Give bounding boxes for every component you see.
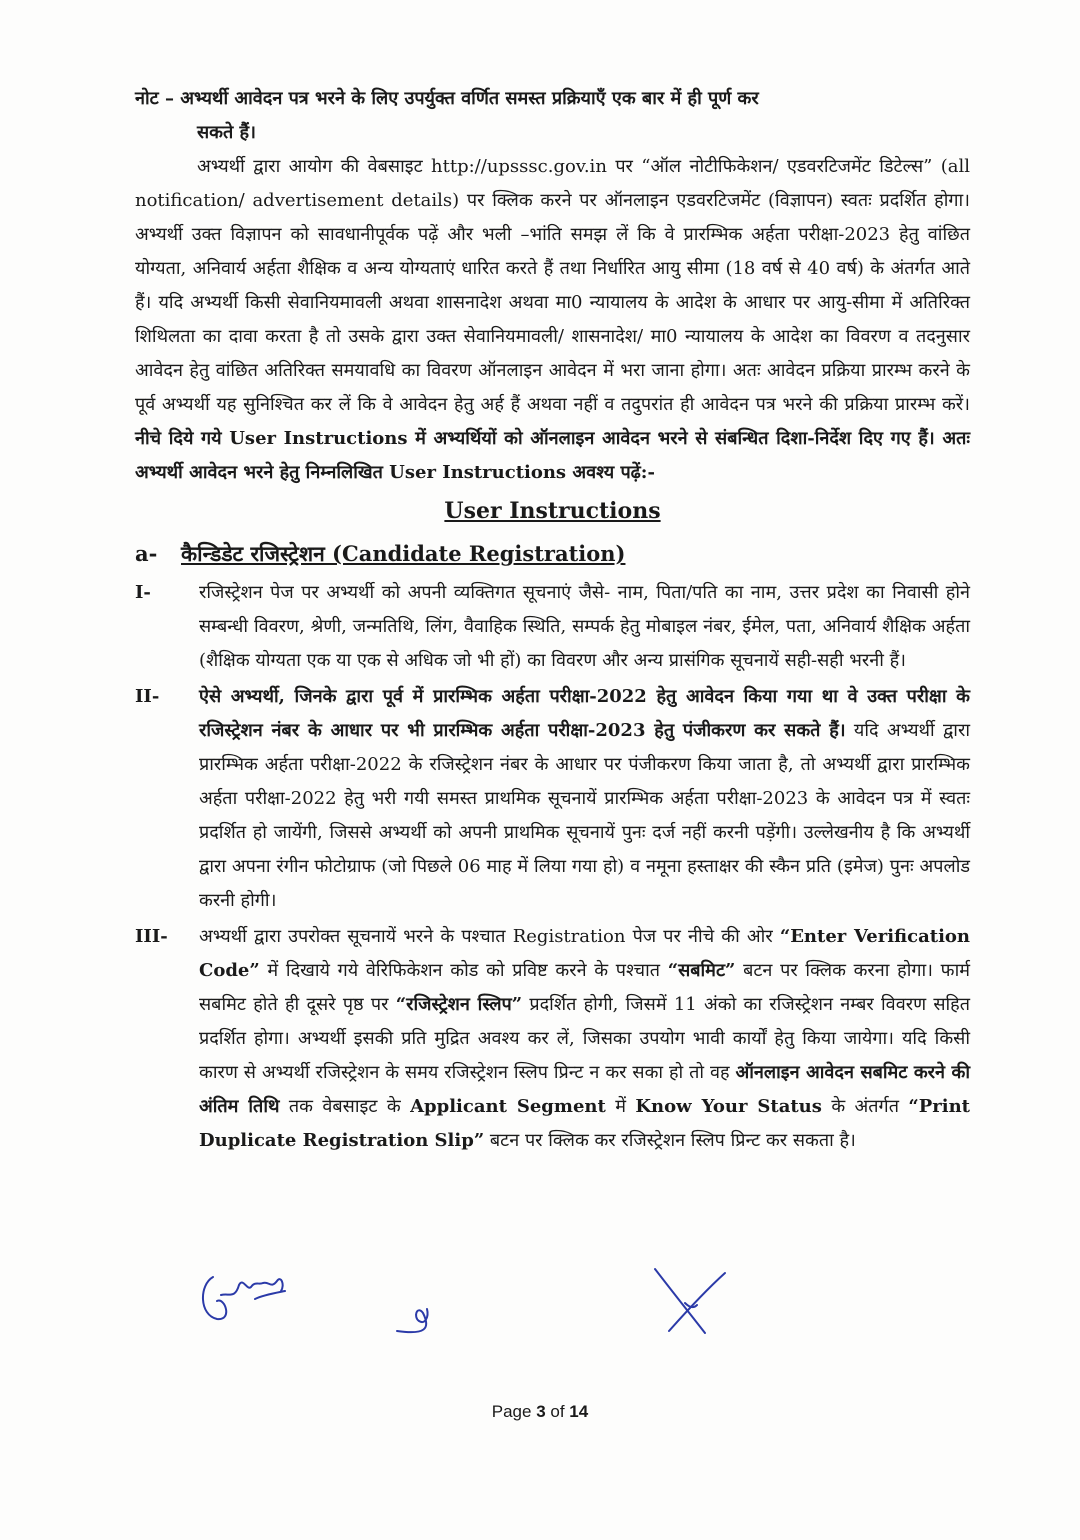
item-text: बटन पर क्लिक करना होगा। फार्म सबमिट होते ही दूसरे पृष्ठ पर	[199, 960, 970, 1015]
item-marker: I-	[135, 582, 151, 603]
list-item-2	[135, 680, 970, 918]
section-a-title: कैन्डिडेट रजिस्ट्रेशन (Candidate Registration)	[181, 541, 626, 566]
item-bold-text: “सबमिट”	[667, 960, 736, 981]
section-title: User Instructions	[444, 498, 661, 524]
page-content	[135, 82, 970, 1160]
item-text: बटन पर क्लिक कर रजिस्ट्रेशन स्लिप प्रिन्ट कर सकता है।	[484, 1130, 856, 1151]
signatures	[185, 1255, 745, 1345]
list-item-3	[135, 920, 970, 1158]
footer-current-page: 3	[536, 1402, 546, 1421]
item-text: अभ्यर्थी द्वारा उपरोक्त सूचनायें भरने के पश्चात Registration पेज पर नीचे की ओर	[199, 926, 780, 947]
intro-paragraph	[135, 150, 970, 490]
item-marker: II-	[135, 686, 160, 707]
footer-mid: of	[545, 1402, 570, 1421]
item-text: में	[605, 1096, 636, 1117]
item-text: रजिस्ट्रेशन पेज पर अभ्यर्थी को अपनी व्यक्तिगत सूचनाएं जैसे- नाम, पिता/पति का नाम, उत्तर प्रदेश का निवासी होने सम्बन्धी विवरण, श्रेणी, जन्मतिथि, लिंग, वैवाहिक स्थिति, सम्पर्क हेतु मोबाइल नंबर, ईमेल, पता, अनिवार्य शैक्षिक अर्हता (शैक्षिक योग्यता एक या एक से अधिक जो भी हों) का विवरण और अन्य प्रासंगिक सूचनायें सही-सही भरनी हैं।	[199, 582, 970, 671]
intro-text: अभ्यर्थी द्वारा आयोग की वेबसाइट http://upsssc.gov.in पर “ऑल नोटीफिकेशन/ एडवरटिजमेंट डिटेल्स” (all notification/ advertisement details) पर क्लिक करने पर ऑनलाइन एडवरटिजमेंट (विज्ञापन) स्वतः प्रदर्शित होगा। अभ्यर्थी उक्त विज्ञापन को सावधानीपूर्वक पढ़ें और भली –भांति समझ लें कि वे प्रारम्भिक अर्हता परीक्षा-2023 हेतु वांछित योग्यता, अनिवार्य अर्हता शैक्षिक व अन्य योग्यताएं धारित करते हैं तथा निर्धारित आयु सीमा (18 वर्ष से 40 वर्ष) के अंतर्गत आते हैं। यदि अभ्यर्थी किसी सेवानियमावली अथवा शासनादेश अथवा मा0 न्यायालय के आदेश के आधार पर आयु-सीमा में अतिरिक्त शिथिलता का दावा करता है तो उसके द्वारा उक्त सेवानियमावली/ शासनादेश/ मा0 न्यायालय के आदेश का विवरण व तदनुसार आवेदन हेतु वांछित अतिरिक्त समयावधि का विवरण ऑनलाइन आवेदन में भरा जाना होगा। अतः आवेदन प्रक्रिया प्रारम्भ करने के पूर्व अभ्यर्थी यह सुनिश्चित कर लें कि वे आवेदन हेतु अर्ह हैं अथवा नहीं व तदुपरांत ही आवेदन पत्र भरने की प्रक्रिया प्रारम्भ करें।	[135, 156, 970, 415]
intro-bold-text: नीचे दिये गये User Instructions में अभ्यर्थियों को ऑनलाइन आवेदन भरने से संबन्धित दिशा-निर्देश दिए गए हैं। अतः अभ्यर्थी आवेदन भरने हेतु निम्नलिखित User Instructions अवश्य पढ़ें:-	[135, 428, 970, 483]
note-continuation: सकते हैं।	[197, 122, 256, 143]
item-bold-text: ऐसे अभ्यर्थी, जिनके द्वारा पूर्व में प्रारम्भिक अर्हता परीक्षा-2022 हेतु आवेदन किया गया था वे उक्त परीक्षा के रजिस्ट्रेशन नंबर के आधार पर भी प्रारम्भिक अर्हता परीक्षा-2023 हेतु पंजीकरण कर सकते हैं।	[199, 686, 970, 741]
item-bold-text: Applicant Segment	[410, 1096, 606, 1117]
signature-3	[655, 1269, 725, 1333]
footer-prefix: Page	[491, 1402, 537, 1421]
page-footer	[0, 1402, 1080, 1422]
item-text: यदि अभ्यर्थी द्वारा प्रारम्भिक अर्हता परीक्षा-2022 के रजिस्ट्रेशन नंबर के आधार पर पंजीकरण किया जाता है, तो अभ्यर्थी द्वारा प्रारम्भिक अर्हता परीक्षा-2022 हेतु भरी गयी समस्त प्राथमिक सूचनायें प्रारम्भिक अर्हता परीक्षा-2023 के आवेदन पत्र में स्वतः प्रदर्शित हो जायेंगी, जिससे अभ्यर्थी को अपनी प्राथमिक सूचनायें पुनः दर्ज नहीं करनी पड़ेंगी। उल्लेखनीय है कि अभ्यर्थी द्वारा अपना रंगीन फोटोग्राफ (जो पिछले 06 माह में लिया गया हो) व नमूना हस्ताक्षर की स्कैन प्रति (इमेज) पुनः अपलोड करनी होगी।	[199, 720, 970, 911]
item-bold-text: “Enter Verification Code”	[199, 926, 971, 981]
item-text: प्रदर्शित होगी, जिसमें 11 अंको का रजिस्ट्रेशन नम्बर विवरण सहित प्रदर्शित होगा। अभ्यर्थी इसकी प्रति मुद्रित अवश्य कर लें, जिसका उपयोग भावी कार्यों हेतु किया जायेगा। यदि किसी कारण से अभ्यर्थी रजिस्ट्रेशन के समय रजिस्ट्रेशन स्लिप प्रिन्ट न कर सका हो तो वह	[199, 994, 971, 1083]
item-bold-text: ऑनलाइन आवेदन सबमिट करने की अंतिम तिथि	[199, 1062, 970, 1117]
signature-1	[203, 1277, 285, 1319]
item-body	[199, 920, 970, 1158]
signature-2	[397, 1309, 428, 1332]
item-bold-text: “रजिस्ट्रेशन स्लिप”	[395, 994, 523, 1015]
section-a-heading	[135, 536, 970, 572]
item-body	[199, 680, 970, 918]
item-text: के अंतर्गत	[821, 1096, 909, 1117]
list-item-1	[135, 576, 970, 678]
item-bold-text: Know Your Status	[635, 1096, 822, 1117]
item-text: तक वेबसाइट के	[279, 1096, 411, 1117]
note-lead: नोट – अभ्यर्थी आवेदन पत्र भरने के लिए उपर्युक्त वर्णित समस्त प्रक्रियाएँ एक बार में ही पूर्ण कर	[135, 88, 759, 109]
footer-total-pages: 14	[569, 1402, 589, 1421]
item-text: में दिखाये गये वेरिफिकेशन कोड को प्रविष्ट करने के पश्चात	[259, 960, 668, 981]
note-paragraph	[135, 82, 970, 150]
item-bold-text: “Print Duplicate Registration Slip”	[199, 1096, 970, 1151]
section-a-marker: a-	[135, 541, 158, 566]
item-marker: III-	[135, 926, 168, 947]
